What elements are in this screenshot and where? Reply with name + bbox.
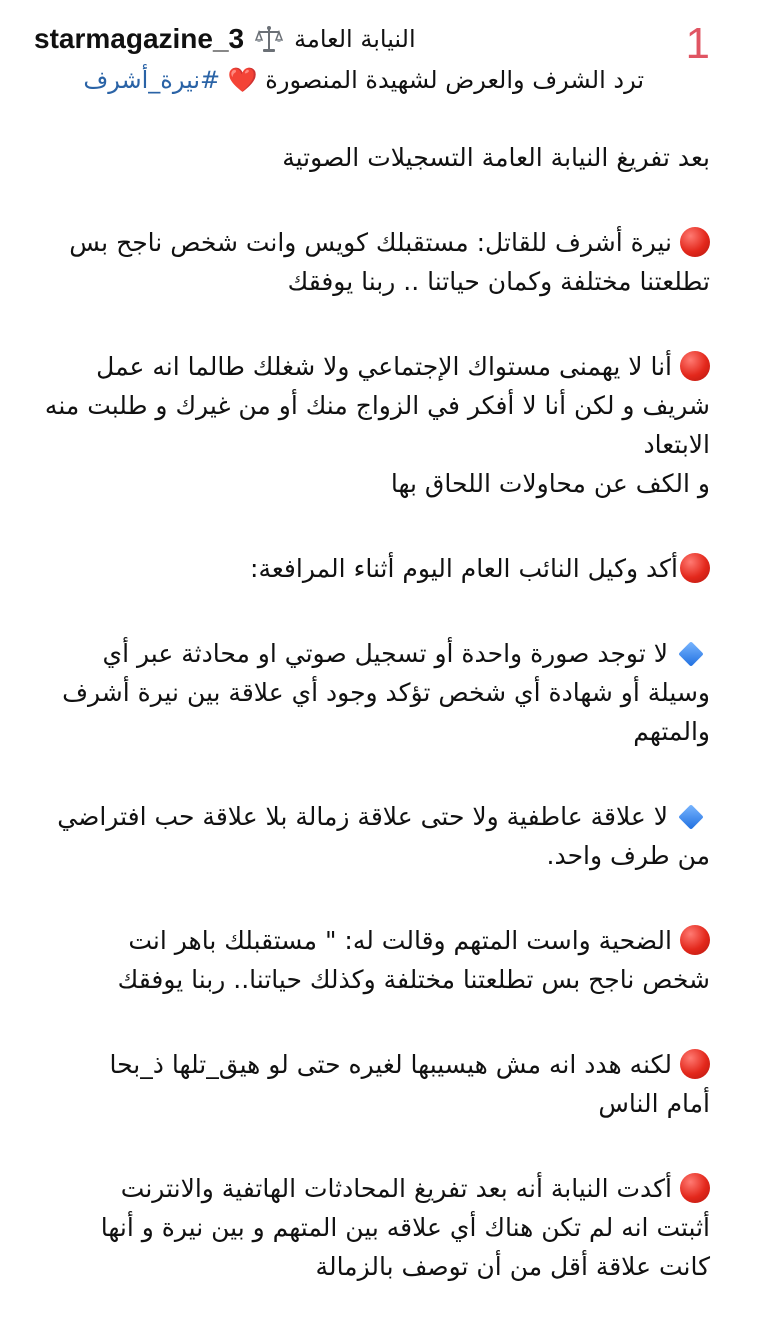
paragraph-4: لا توجد صورة واحدة أو تسجيل صوتي او محادثة عبر أي وسيلة أو شهادة أي شخص تؤكد وجود أي علاقة بين نيرة أشرف والمتهم — [62, 639, 710, 746]
paragraph-7: لكنه هدد انه مش هيسيبها لغيره حتى لو هيق_تلها ذ_بحا أمام الناس — [109, 1050, 710, 1118]
blue-diamond-icon — [678, 804, 703, 829]
paragraph-6: الضحية واست المتهم وقالت له: " مستقبلك باهر انت شخص ناجح بس تطلعتنا مختلفة وكذلك حياتنا.. ربنا يوفقك — [117, 926, 710, 994]
post-caption — [34, 64, 644, 98]
post-body — [32, 138, 710, 1332]
caption-text: ترد الشرف والعرض لشهيدة المنصورة — [265, 65, 644, 94]
hashtag-link[interactable]: #نيرة_أشرف — [83, 65, 221, 94]
post-header — [34, 20, 644, 97]
post-title: النيابة العامة — [294, 24, 416, 53]
header-line — [34, 20, 644, 58]
red-circle-icon — [680, 1049, 710, 1079]
paragraph-1: نيرة أشرف للقاتل: مستقبلك كويس وانت شخص ناجح بس تطلعتنا مختلفة وكمان حياتنا .. ربنا يوفقك — [69, 228, 710, 296]
username[interactable]: starmagazine_3 — [34, 23, 245, 54]
post-index-number: 1 — [685, 19, 710, 68]
intro-paragraph: بعد تفريغ النيابة العامة التسجيلات الصوتية — [282, 143, 710, 172]
blue-diamond-icon — [678, 641, 703, 666]
paragraph-3: أكد وكيل النائب العام اليوم أثناء المرافعة: — [32, 549, 710, 588]
red-circle-icon — [680, 351, 710, 381]
red-circle-icon — [680, 925, 710, 955]
paragraph-2: أنا لا يهمنى مستواك الإجتماعي ولا شغلك طالما انه عمل شريف و لكن أنا لا أفكر في الزواج منك أو من غيرك و طلبت منه الابتعاد و الكف عن محاولات اللحاق بها — [44, 352, 710, 498]
red-circle-icon — [680, 227, 710, 257]
red-circle-icon — [680, 1173, 710, 1203]
red-circle-icon — [680, 553, 710, 583]
balance-scale-icon — [254, 24, 284, 54]
paragraph-5: لا علاقة عاطفية ولا حتى علاقة زمالة بلا علاقة حب افتراضي من طرف واحد. — [57, 802, 710, 870]
paragraph-8: أكدت النيابة أنه بعد تفريغ المحادثات الهاتفية والانترنت أثبتت انه لم تكن هناك أي علاقه بين المتهم و بين نيرة و أنها كانت علاقة أقل من أن توصف بالزمالة — [100, 1174, 710, 1281]
red-heart-icon: ❤️ — [227, 65, 258, 94]
